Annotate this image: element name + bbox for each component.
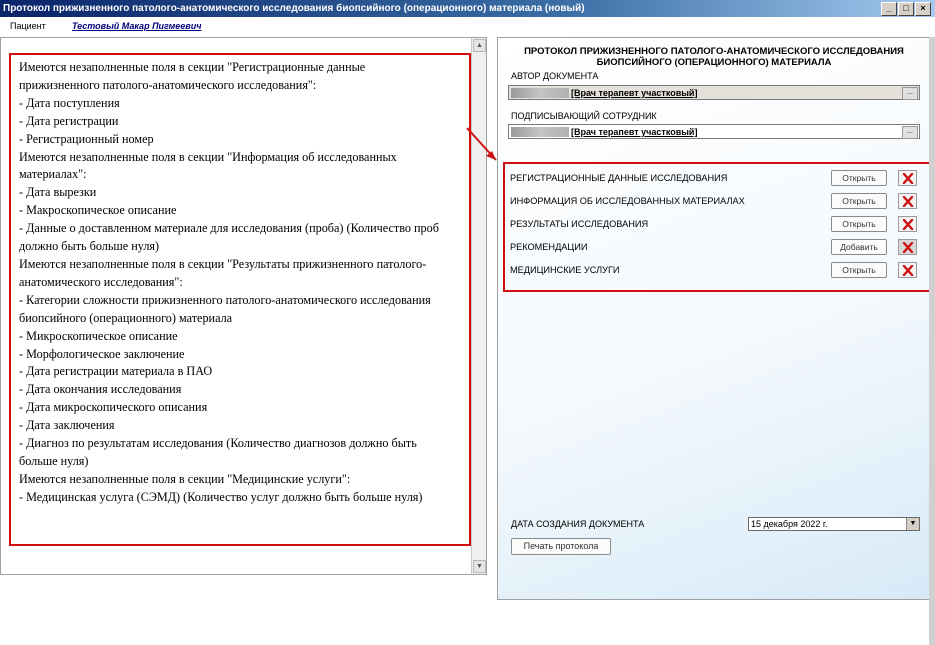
validation-message: Имеются незаполненные поля в секции "Результаты прижизненного патолого- xyxy=(19,256,427,271)
section-name: РЕЗУЛЬТАТЫ ИССЛЕДОВАНИЯ xyxy=(510,219,649,229)
creation-date-select[interactable] xyxy=(748,517,920,531)
validation-message: больше нуля) xyxy=(19,453,89,468)
validation-messages xyxy=(9,53,471,546)
signer-browse-button[interactable]: ... xyxy=(902,126,918,139)
validation-message: Имеются незаполненные поля в секции "Регистрационные данные xyxy=(19,60,366,74)
section-name: МЕДИЦИНСКИЕ УСЛУГИ xyxy=(510,265,620,275)
author-label: АВТОР ДОКУМЕНТА xyxy=(511,71,599,81)
validation-message: должно быть больше нуля) xyxy=(19,239,160,254)
section-add-button[interactable]: Добавить xyxy=(831,239,887,255)
signer-label: ПОДПИСЫВАЮЩИЙ СОТРУДНИК xyxy=(511,111,657,121)
validation-message: - Морфологическое заключение xyxy=(19,346,185,361)
section-row xyxy=(505,191,929,213)
print-protocol-button[interactable]: Печать протокола xyxy=(511,538,611,555)
patient-name-link[interactable]: Тестовый Макар Пигмеевич xyxy=(72,21,202,31)
validation-message: - Дата микроскопического описания xyxy=(19,400,208,415)
section-open-button[interactable]: Открыть xyxy=(831,262,887,278)
delete-x-icon xyxy=(902,265,914,276)
section-row xyxy=(505,237,929,259)
validation-message: - Дата регистрации материала в ПАО xyxy=(19,364,213,379)
validation-message: Имеются незаполненные поля в секции "Медицинские услуги": xyxy=(19,471,351,486)
validation-message: - Дата вырезки xyxy=(19,185,97,200)
section-delete-button[interactable] xyxy=(898,193,917,209)
title-bar xyxy=(0,0,935,17)
validation-message: - Микроскопическое описание xyxy=(19,328,178,343)
section-delete-button[interactable] xyxy=(898,239,917,255)
validation-message: - Диагноз по результатам исследования (Количество диагнозов должно быть xyxy=(19,436,417,451)
author-field[interactable] xyxy=(508,85,920,100)
minimize-button[interactable]: _ xyxy=(881,2,897,16)
section-open-button[interactable]: Открыть xyxy=(831,216,887,232)
delete-x-icon xyxy=(902,219,914,230)
protocol-title-line: ПРОТОКОЛ ПРИЖИЗНЕННОГО ПАТОЛОГО-АНАТОМИЧЕСКОГО ИССЛЕДОВАНИЯ xyxy=(524,46,904,57)
validation-message: - Дата окончания исследования xyxy=(19,382,182,397)
validation-message: прижизненного патолого-анатомического исследования": xyxy=(19,77,317,92)
protocol-title-line: БИОПСИЙНОГО (ОПЕРАЦИОННОГО) МАТЕРИАЛА xyxy=(596,57,832,68)
validation-message: - Категории сложности прижизненного патолого-анатомического исследования xyxy=(19,292,431,307)
signer-name-redacted xyxy=(511,127,569,137)
protocol-title xyxy=(504,46,924,68)
section-name: ИНФОРМАЦИЯ ОБ ИССЛЕДОВАННЫХ МАТЕРИАЛАХ xyxy=(510,196,745,206)
validation-message: биопсийного (операционного) материала xyxy=(19,310,233,325)
validation-message: - Дата поступления xyxy=(19,95,120,110)
validation-message: анатомического исследования": xyxy=(19,274,183,289)
chevron-down-icon[interactable]: ▼ xyxy=(906,518,919,530)
section-row xyxy=(505,260,929,282)
validation-message: - Данные о доставленном материале для исследования (проба) (Количество проб xyxy=(19,221,439,236)
delete-x-icon xyxy=(902,196,914,207)
signer-value: [Врач терапевт участковый] xyxy=(571,127,698,137)
window-title: Протокол прижизненного патолого-анатомического исследования биопсийного (операционного) материала (новый) xyxy=(3,3,585,14)
validation-message: - Регистрационный номер xyxy=(19,131,154,146)
section-open-button[interactable]: Открыть xyxy=(831,193,887,209)
section-name: РЕГИСТРАЦИОННЫЕ ДАННЫЕ ИССЛЕДОВАНИЯ xyxy=(510,173,728,183)
author-browse-button[interactable]: ... xyxy=(902,87,918,100)
author-name-redacted xyxy=(511,88,569,98)
validation-message: - Медицинская услуга (СЭМД) (Количество услуг должно быть больше нуля) xyxy=(19,489,423,504)
vertical-scrollbar[interactable] xyxy=(471,38,486,574)
creation-date-value: 15 декабря 2022 г. xyxy=(751,519,828,529)
section-row xyxy=(505,214,929,236)
window-edge xyxy=(929,37,935,645)
section-name: РЕКОМЕНДАЦИИ xyxy=(510,242,588,252)
protocol-panel xyxy=(497,37,931,600)
section-delete-button[interactable] xyxy=(898,170,917,186)
validation-pane xyxy=(0,37,487,575)
section-row xyxy=(505,168,929,190)
validation-message: Имеются незаполненные поля в секции "Информация об исследованных xyxy=(19,149,397,164)
section-delete-button[interactable] xyxy=(898,216,917,232)
delete-x-icon xyxy=(902,173,914,184)
validation-message: материалах": xyxy=(19,167,87,182)
signer-field[interactable] xyxy=(508,124,920,139)
sections-list xyxy=(503,162,931,292)
patient-bar xyxy=(0,17,935,35)
section-delete-button[interactable] xyxy=(898,262,917,278)
maximize-button[interactable]: □ xyxy=(898,2,914,16)
section-open-button[interactable]: Открыть xyxy=(831,170,887,186)
delete-x-icon xyxy=(902,242,914,253)
patient-label: Пациент xyxy=(10,21,46,31)
creation-date-label: ДАТА СОЗДАНИЯ ДОКУМЕНТА xyxy=(511,519,645,529)
scroll-up-arrow-icon[interactable]: ▲ xyxy=(473,39,486,52)
validation-message: - Дата регистрации xyxy=(19,113,119,128)
close-button[interactable]: × xyxy=(915,2,931,16)
scroll-down-arrow-icon[interactable]: ▼ xyxy=(473,560,486,573)
window-controls xyxy=(881,2,931,16)
author-value: [Врач терапевт участковый] xyxy=(571,88,698,98)
validation-message: - Дата заключения xyxy=(19,418,115,433)
validation-message: - Макроскопическое описание xyxy=(19,203,177,218)
